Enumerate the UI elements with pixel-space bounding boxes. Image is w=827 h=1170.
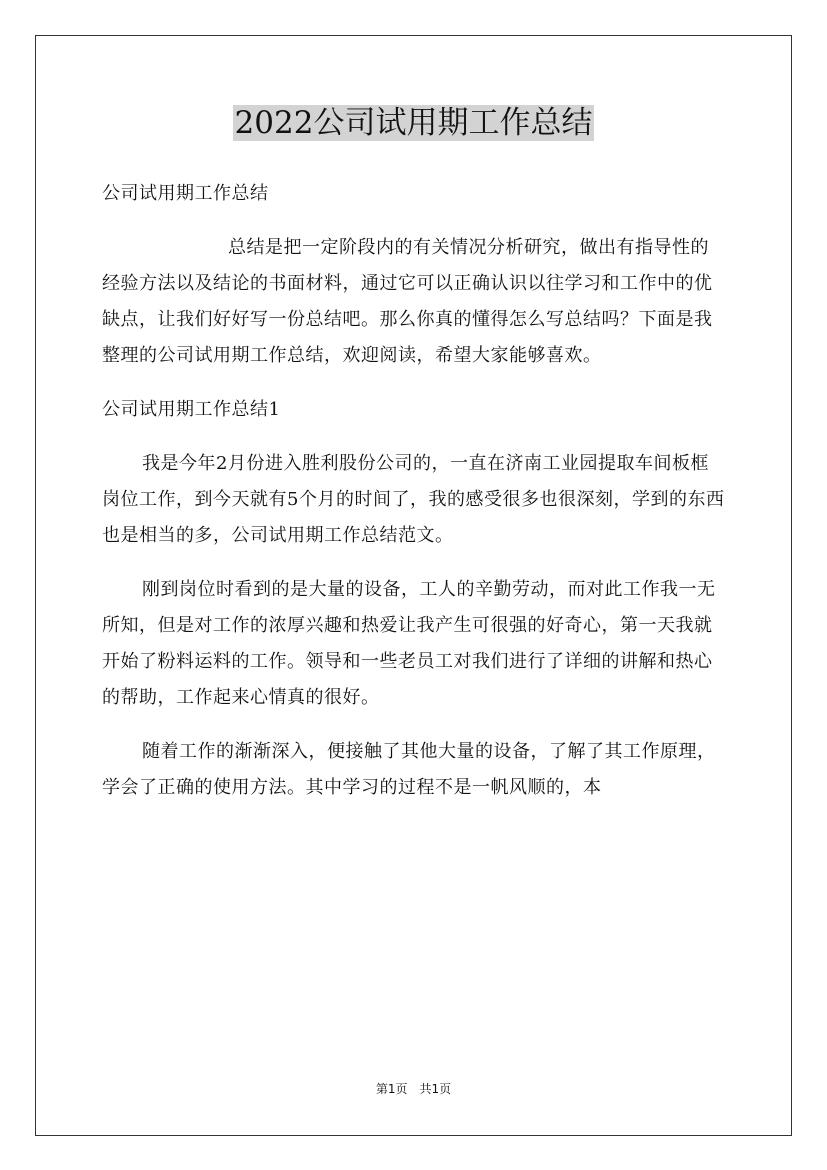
page-footer bbox=[0, 1081, 827, 1097]
body-paragraph-2: 刚到岗位时看到的是大量的设备，工人的辛勤劳动，而对此工作我一无所知，但是对工作的浓厚兴趣和热爱让我产生可很强的好奇心，第一天我就开始了粉料运料的工作。领导和一些老员工对我们进行了详细的讲解和热心的帮助，工作起来心情真的很好。 bbox=[102, 579, 716, 708]
document-subtitle: 公司试用期工作总结 bbox=[102, 183, 269, 204]
section-heading: 公司试用期工作总结1 bbox=[102, 399, 281, 420]
document-body bbox=[102, 176, 727, 824]
intro-paragraph: 总结是把一定阶段内的有关情况分析研究，做出有指导性的经验方法以及结论的书面材料，通过它可以正确认识以往学习和工作中的优缺点，让我们好好写一份总结吧。那么你真的懂得怎么写总结吗？下面是我整理的公司试用期工作总结，欢迎阅读，希望大家能够喜欢。 bbox=[102, 237, 713, 366]
page-number: 第1页 共1页 bbox=[375, 1082, 452, 1096]
document-title bbox=[0, 103, 827, 143]
body-paragraph-1: 我是今年2月份进入胜利股份公司的，一直在济南工业园提取车间板框岗位工作，到今天就有5个月的时间了，我的感受很多也很深刻，学到的东西也是相当的多，公司试用期工作总结范文。 bbox=[102, 453, 725, 546]
document-title-text: 2022公司试用期工作总结 bbox=[234, 105, 593, 141]
body-paragraph-3: 随着工作的渐渐深入，便接触了其他大量的设备，了解了其工作原理，学会了正确的使用方法。其中学习的过程不是一帆风顺的，本 bbox=[102, 741, 716, 798]
